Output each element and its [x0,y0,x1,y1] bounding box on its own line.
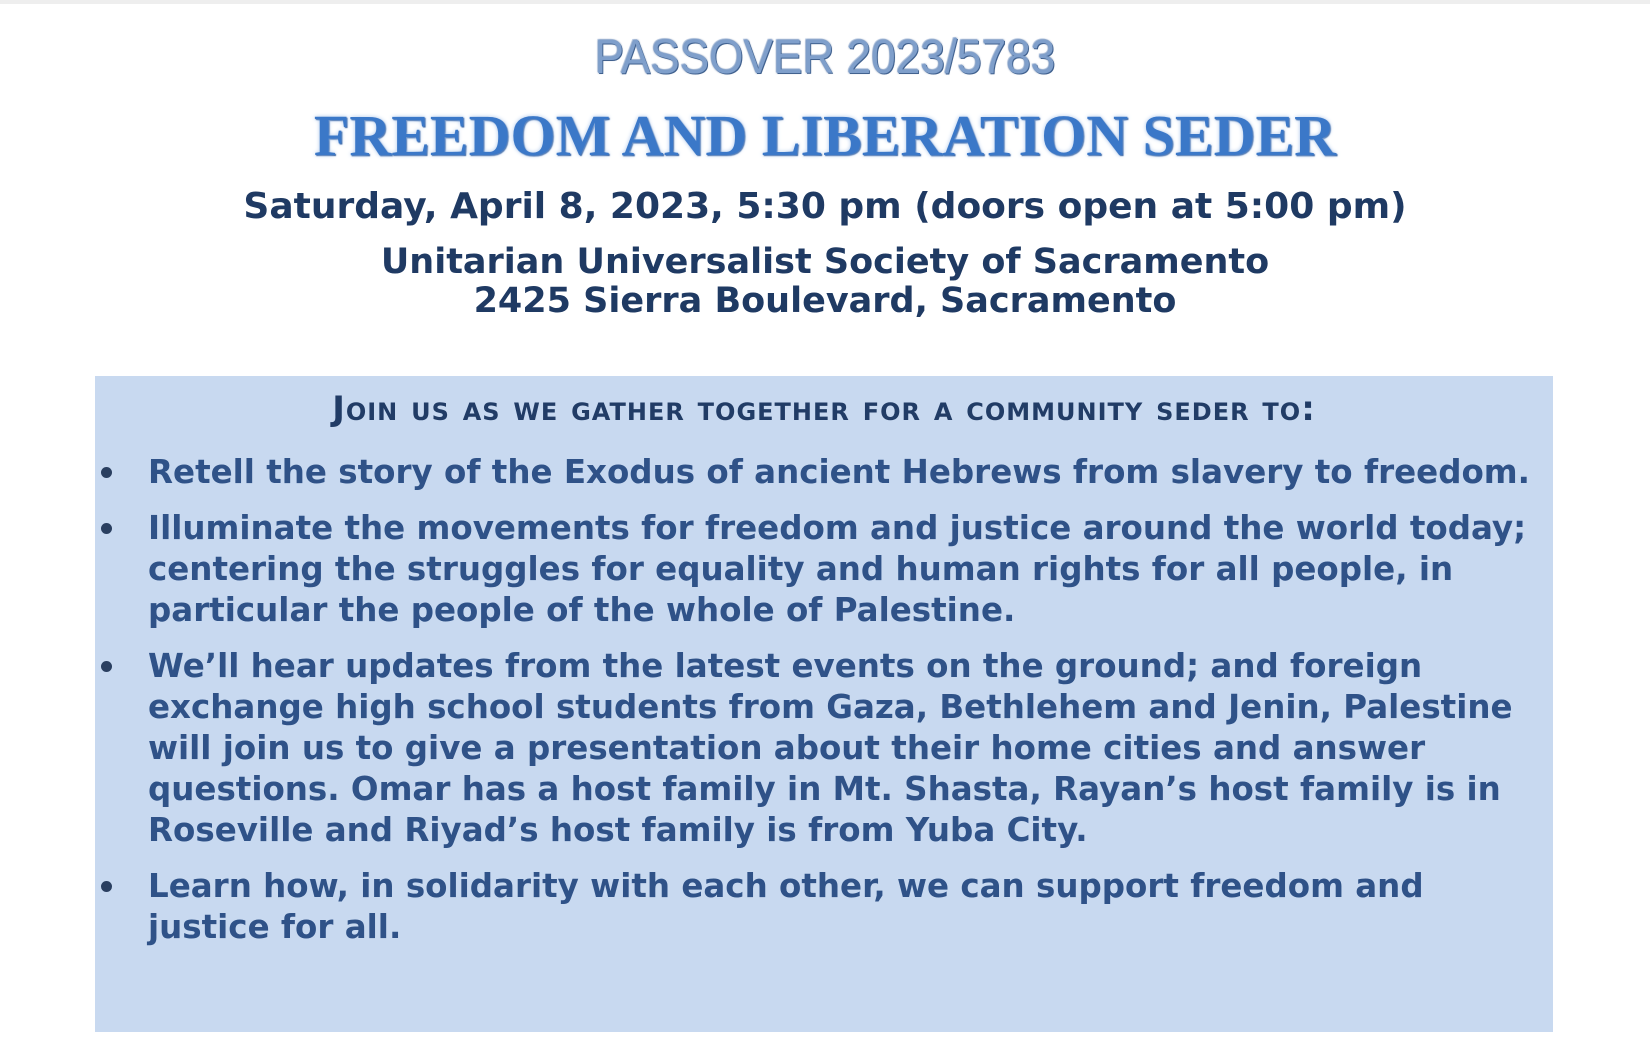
list-item [95,452,1553,493]
list-item-text: Learn how, in solidarity with each other, we can support freedom and justice for all. [148,867,1424,946]
list-item-text: Retell the story of the Exodus of ancient Hebrews from slavery to freedom. [148,453,1530,491]
panel-heading: Join us as we gather together for a community seder to: [332,389,1316,429]
bullet-list [95,452,1553,963]
subtitle-passover: PASSOVER 2023/5783 [594,31,1056,84]
bullet-icon [101,881,112,892]
top-divider [0,0,1650,4]
list-item-text: We’ll hear updates from the latest events on the ground; and foreign exchange high school students from Gaza, Bethlehem and Jenin, Palestine will join us to give a presentation about their home cities and answer questions. Omar has a host family in Mt. Shasta, Rayan’s host family is in Roseville and Riyad’s host family is from Yuba City. [148,647,1513,849]
bullet-icon [101,523,112,534]
bullet-icon [101,467,112,478]
event-venue: Unitarian Universalist Society of Sacramento [380,242,1270,282]
bullet-icon [101,661,112,672]
list-item [95,646,1553,851]
page-title: FREEDOM AND LIBERATION SEDER [313,103,1337,168]
event-address: 2425 Sierra Boulevard, Sacramento [473,281,1177,321]
list-item-text: Illuminate the movements for freedom and justice around the world today; centering the struggles for equality and human rights for all people, in particular the people of the whole of Palestine. [148,509,1527,629]
list-item [95,866,1553,948]
info-panel [95,376,1553,1032]
event-date-time: Saturday, April 8, 2023, 5:30 pm (doors open at 5:00 pm) [243,186,1407,227]
list-item [95,508,1553,631]
